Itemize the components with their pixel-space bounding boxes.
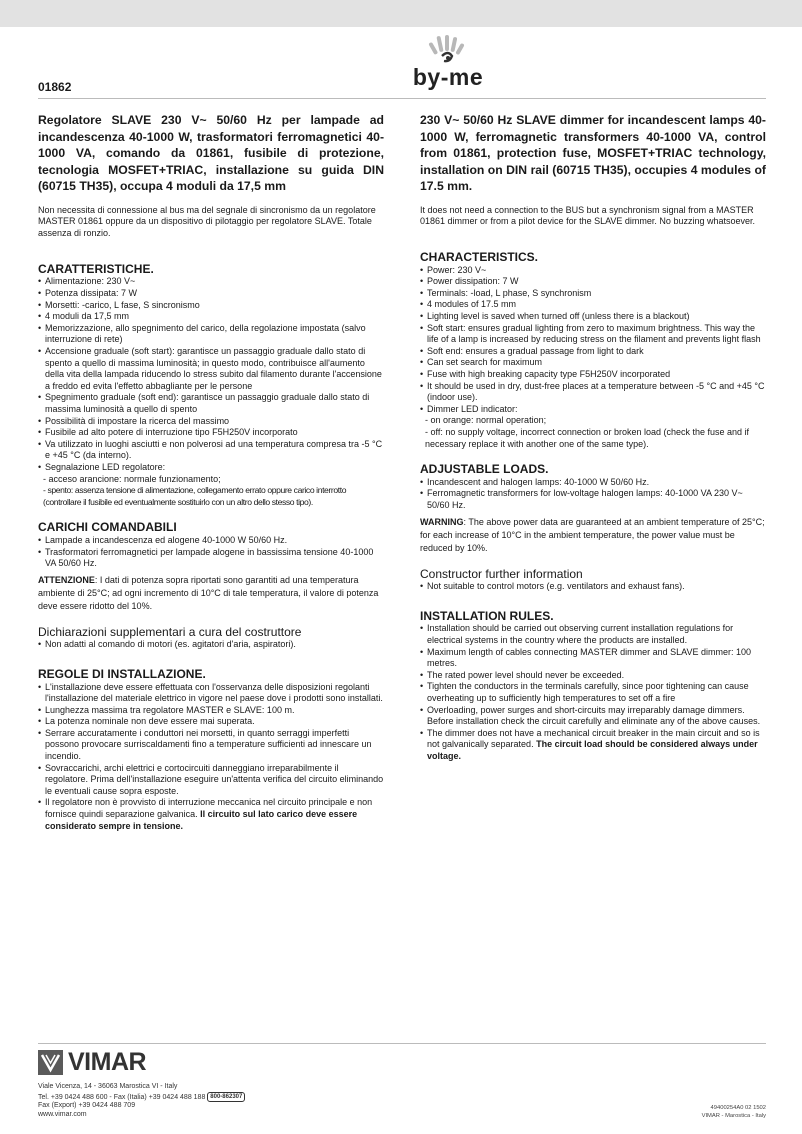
list-item: • Memorizzazione, allo spegnimento del carico, della regolazione impostata (salvo interruzione di rete): [38, 323, 384, 346]
list-item: • Accensione graduale (soft start): garantisce un passaggio graduale dallo stato di spento a quello di massima luminosità; in questo modo, contribuisce all'aumento della vita della lampada riducendo lo stress subito dal filamento durante l'accensione a freddo ed evita l'effetto abbagliante per le persone: [38, 346, 384, 392]
it-install-list: [38, 682, 384, 833]
list-item: • Fuse with high breaking capacity type F5H250V incorporated: [420, 369, 766, 381]
list-item: • It should be used in dry, dust-free places at a temperature between -5 °C and +45 °C (indoor use).: [420, 381, 766, 404]
list-item: • Lampade a incandescenza ed alogene 40-1000 W 50/60 Hz.: [38, 535, 384, 547]
list-item: • Soft end: ensures a gradual passage from light to dark: [420, 346, 766, 358]
en-manufacturer-heading: Constructor further information: [420, 566, 583, 581]
header-divider: [38, 98, 766, 99]
top-band: [0, 0, 802, 27]
list-item: • Can set search for maximum: [420, 357, 766, 369]
en-install-last-bold: The circuit load should be considered always under voltage.: [427, 739, 758, 761]
list-item: - on orange: normal operation;: [425, 415, 547, 426]
list-item: • Soft start: ensures gradual lighting from zero to maximum brightness. This way the life of a lamp is increased by reducing stress on the filament and prevents light flash: [420, 323, 766, 346]
list-item: • Sovraccarichi, archi elettrici e cortocircuiti danneggiano irreparabilmente il regolatore. Prima dell'installazione eseguire un'attenta verifica del circuito eliminando le eventuali cause sopra esposte.: [38, 763, 384, 798]
byme-logo: [398, 34, 498, 94]
list-item: • Tighten the conductors in the terminals carefully, since poor tightening can cause overheating up to sufficiently high temperatures to set off a fire: [420, 681, 766, 704]
en-loads-list: [420, 477, 766, 512]
list-item: • Alimentazione: 230 V~: [38, 276, 384, 288]
list-item: - off: no supply voltage, incorrect connection or broken load (check the fuse and if necessary replace it with another one of the same type).: [425, 427, 750, 449]
list-item: • Possibilità di impostare la ricerca del massimo: [38, 416, 384, 428]
it-warning-label: ATTENZIONE: [38, 574, 95, 585]
it-install-heading: REGOLE DI INSTALLAZIONE.: [38, 666, 206, 681]
list-item: • Not suitable to control motors (e.g. ventilators and exhaust fans).: [420, 581, 766, 593]
list-item: • L'installazione deve essere effettuata con l'osservanza delle disposizioni regolanti l'installazione del materiale elettrico in vigore nel paese dove i prodotti sono installati.: [38, 682, 384, 705]
it-loads-heading: CARICHI COMANDABILI: [38, 520, 177, 535]
list-item: • La potenza nominale non deve essere mai superata.: [38, 716, 384, 728]
company-address: [38, 1083, 245, 1120]
it-manufacturer-list: [38, 639, 384, 651]
list-item: • Lighting level is saved when turned off (unless there is a blackout): [420, 311, 766, 323]
en-characteristics-list: [420, 265, 766, 451]
en-manufacturer-list: [420, 581, 766, 593]
list-item: • Morsetti: -carico, L fase, S sincronismo: [38, 300, 384, 312]
list-item: • The rated power level should never be exceeded.: [420, 670, 766, 682]
tel-text: Tel. +39 0424 488 600 - Fax (Italia) +39 0424 488 188: [38, 1093, 206, 1101]
address-line: Viale Vicenza, 14 - 36063 Marostica VI - Italy: [38, 1083, 178, 1090]
doc-code: 49400254A0 02 1502: [710, 1105, 766, 1111]
italian-column: [38, 112, 384, 846]
tel-line: [38, 1092, 245, 1103]
list-item: [420, 728, 766, 763]
vimar-wordmark: VIMAR: [68, 1048, 147, 1076]
toll-free-badge: 800-862307: [207, 1092, 245, 1102]
en-loads-heading: ADJUSTABLE LOADS.: [420, 462, 549, 477]
list-item: • Potenza dissipata: 7 W: [38, 288, 384, 300]
en-intro: It does not need a connection to the BUS but a synchronism signal from a MASTER 01861 dimmer or from a pilot device for the SLAVE dimmer. No buzzing whatsoever.: [420, 204, 755, 227]
list-item: • Trasformatori ferromagnetici per lampade alogene in bassissima tensione 40-1000 VA 50/60 Hz.: [38, 547, 384, 570]
list-item: • Segnalazione LED regolatore:: [38, 462, 384, 474]
en-title: 230 V~ 50/60 Hz SLAVE dimmer for incandescent lamps 40-1000 W, ferromagnetic transformers 40-1000 VA, control from 01861, protection fuse, MOSFET+TRIAC technology, installation on DIN rail (60715 TH35), occupies 4 modules of 17.5 mm.: [420, 113, 766, 193]
list-item: • Installation should be carried out observing current installation regulations for electrical systems in the country where the products are installed.: [420, 623, 766, 646]
vimar-logo: [38, 1050, 168, 1076]
it-title: Regolatore SLAVE 230 V~ 50/60 Hz per lampade ad incandescenza 40-1000 W, trasformatori ferromagnetici 40-1000 VA, comando da 01861, fusibile di protezione, tecnologia MOSFET+TRIAC, installazione su guida DIN (60715 TH35), occupa 4 moduli da 17,5 mm: [38, 113, 384, 193]
list-item: • Spegnimento graduale (soft end): garantisce un passaggio graduale dallo stato di massima luminosità a quello di spento: [38, 392, 384, 415]
document-reference: [702, 1104, 766, 1120]
list-item: • Power dissipation: 7 W: [420, 276, 766, 288]
it-warning-text: : I dati di potenza sopra riportati sono garantiti ad una temperatura ambiente di 25°C; ad ogni incremento di 10°C di tale temperatura, il valore di potenza deve essere ridotto del 10%.: [38, 574, 379, 611]
product-code: 01862: [38, 80, 72, 94]
list-item: • Power: 230 V~: [420, 265, 766, 277]
en-characteristics-heading: CHARACTERISTICS.: [420, 250, 539, 265]
list-item: • 4 modules of 17.5 mm: [420, 299, 766, 311]
list-item: • Incandescent and halogen lamps: 40-1000 W 50/60 Hz.: [420, 477, 766, 489]
vimar-mark-icon: [38, 1050, 63, 1075]
byme-logo-text: by-me: [412, 64, 484, 90]
list-item: • Lunghezza massima tra regolatore MASTER e SLAVE: 100 m.: [38, 705, 384, 717]
it-intro: Non necessita di connessione al bus ma del segnale di sincronismo da un regolatore MASTER 01861 oppure da un dispositivo di pilotaggio per regolatore SLAVE. Totale assenza di ronzio.: [38, 204, 376, 239]
fax-export-line: Fax (Export) +39 0424 488 709: [38, 1102, 136, 1110]
list-item: • Dimmer LED indicator:: [420, 404, 766, 416]
it-install-last: Il regolatore non è provvisto di interruzione meccanica nel circuito principale e non fornisce quindi separazione galvanica.: [45, 797, 373, 820]
en-install-last: The dimmer does not have a mechanical circuit breaker in the main circuit and so is not galvanically separated.: [427, 727, 760, 750]
list-item: - acceso arancione: normale funzionamento;: [43, 473, 221, 484]
list-item: • Serrare accuratamente i conduttori nei morsetti, in quanto serraggi imperfetti possono provocare surriscaldamenti fino a temperature sufficienti ad innescare un incendio.: [38, 728, 384, 763]
it-characteristics-list: [38, 276, 384, 508]
it-loads-list: [38, 535, 384, 570]
it-characteristics-heading: CARATTERISTICHE.: [38, 261, 154, 276]
list-item: - spento: assenza tensione di alimentazione, collegamento errato oppure carico interrotto (controllare il fusibile ed eventualmente sostituirlo con un altro dello stesso tipo).: [43, 485, 347, 507]
list-item: • 4 moduli da 17,5 mm: [38, 311, 384, 323]
list-item: • Terminals: -load, L phase, S synchronism: [420, 288, 766, 300]
doc-origin: VIMAR - Marostica - Italy: [701, 1113, 766, 1119]
hand-icon: [398, 34, 498, 68]
list-item: • Overloading, power surges and short-circuits may irreparably damage dimmers. Before installation check the circuit carefully and eliminate any of the above causes.: [420, 705, 766, 728]
it-install-last-bold: Il circuito sul lato carico deve essere considerato sempre in tensione.: [45, 809, 358, 831]
it-manufacturer-heading: Dichiarazioni supplementari a cura del costruttore: [38, 624, 302, 639]
en-warning-text: : The above power data are guaranteed at an ambient temperature of 25°C; for each increase of 10°C in the ambient temperature, the power value must be reduced by 10%.: [420, 516, 765, 553]
list-item: • Fusibile ad alto potere di interruzione tipo F5H250V incorporato: [38, 427, 384, 439]
list-item: [38, 797, 384, 832]
list-item: • Ferromagnetic transformers for low-voltage halogen lamps: 40-1000 VA 230 V~ 50/60 Hz.: [420, 488, 766, 511]
it-warning: [38, 574, 384, 613]
list-item: • Va utilizzato in luoghi asciutti e non polverosi ad una temperatura compresa tra -5 °C e +45 °C (da interno).: [38, 439, 384, 462]
en-install-heading: INSTALLATION RULES.: [420, 608, 554, 623]
en-install-list: [420, 623, 766, 762]
list-item: • Non adatti al comando di motori (es. agitatori d'aria, aspiratori).: [38, 639, 384, 651]
website-line: www.vimar.com: [38, 1111, 87, 1119]
footer-divider: [38, 1043, 766, 1044]
en-warning-label: WARNING: [420, 516, 464, 527]
english-column: [420, 112, 766, 776]
en-warning: [420, 516, 766, 555]
list-item: • Maximum length of cables connecting MASTER dimmer and SLAVE dimmer: 100 metres.: [420, 647, 766, 670]
